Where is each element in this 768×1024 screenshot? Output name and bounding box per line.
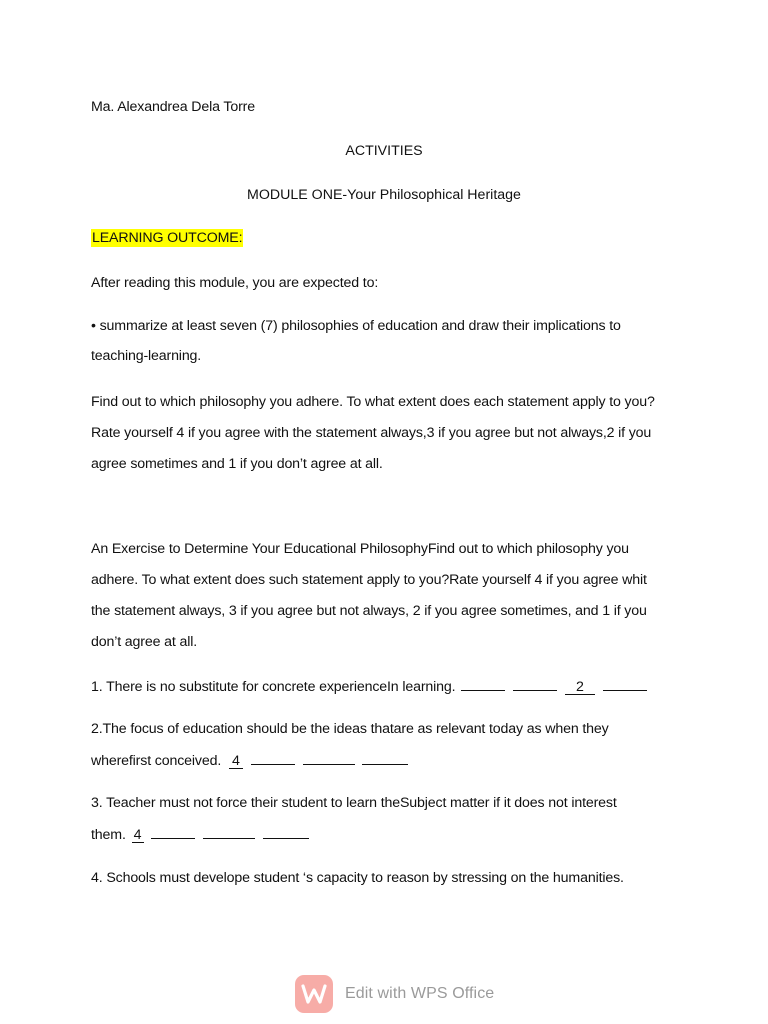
item-1-blank-3 <box>603 678 647 691</box>
exercise-line-1: An Exercise to Determine Your Educational PhilosophyFind out to which philosophy you <box>91 541 629 557</box>
instructions-line-2: Rate yourself 4 if you agree with the statement always,3 if you agree but not always,2 if you <box>91 425 652 441</box>
item-4: 4. Schools must develope student ‘s capacity to reason by stressing on the humanities. <box>91 870 624 886</box>
item-3-answer: 4 <box>132 828 144 843</box>
exercise-line-2: adhere. To what extent does such statement apply to you?Rate yourself 4 if you agree whit <box>91 572 647 588</box>
instructions-line-1: Find out to which philosophy you adhere. To what extent does each statement apply to you? <box>91 394 655 410</box>
item-3-blank-1 <box>151 826 195 839</box>
module-title: MODULE ONE-Your Philosophical Heritage <box>247 187 521 203</box>
wps-logo-icon <box>295 975 333 1013</box>
exercise-line-4: don’t agree at all. <box>91 634 197 650</box>
item-3-blank-2 <box>203 826 255 839</box>
learning-outcome-highlight: LEARNING OUTCOME: <box>92 230 243 246</box>
item-1-blank-2 <box>513 678 557 691</box>
bullet-line-1: • summarize at least seven (7) philosophies of education and draw their implications to <box>91 318 621 334</box>
item-2-text: wherefirst conceived. <box>91 753 222 769</box>
wps-watermark[interactable] <box>295 974 494 1014</box>
item-2-blank-3 <box>362 752 408 765</box>
intro-text: After reading this module, you are expected to: <box>91 275 379 291</box>
author-name: Ma. Alexandrea Dela Torre <box>91 99 255 115</box>
item-2-blank-2 <box>303 752 355 765</box>
bullet-line-2: teaching-learning. <box>91 348 202 364</box>
item-1 <box>91 678 651 695</box>
item-3-blank-3 <box>263 826 309 839</box>
exercise-line-3: the statement always, 3 if you agree but not always, 2 if you agree sometimes, and 1 if you <box>91 603 647 619</box>
wps-w-glyph <box>301 983 327 1005</box>
learning-outcome-label <box>91 230 243 246</box>
item-1-blank-1 <box>461 678 505 691</box>
activities-heading: ACTIVITIES <box>345 143 423 159</box>
item-3-text: them. <box>91 827 126 843</box>
wps-watermark-text: Edit with WPS Office <box>345 985 495 1002</box>
item-1-text: 1. There is no substitute for concrete experienceIn learning. <box>91 679 456 695</box>
item-3-line-1: 3. Teacher must not force their student to learn theSubject matter if it does not interest <box>91 795 617 811</box>
item-2-line-2 <box>91 752 412 769</box>
instructions-line-3: agree sometimes and 1 if you don’t agree at all. <box>91 456 383 472</box>
item-2-blank-1 <box>251 752 295 765</box>
item-2-answer: 4 <box>229 754 243 769</box>
item-3-line-2 <box>91 826 313 843</box>
item-2-line-1: 2.The focus of education should be the ideas thatare as relevant today as when they <box>91 721 609 737</box>
item-1-answer: 2 <box>565 680 595 695</box>
